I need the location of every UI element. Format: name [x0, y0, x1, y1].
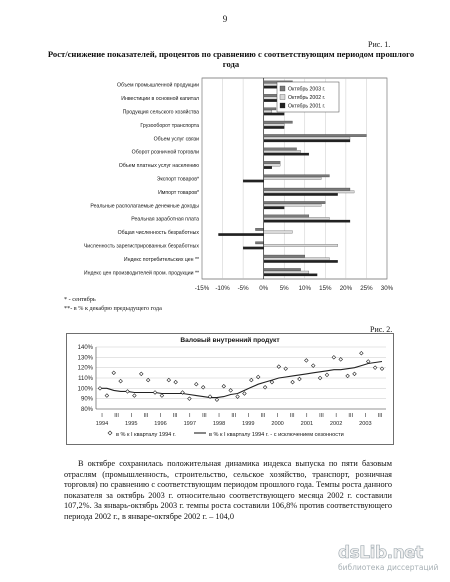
body-paragraph: В октябре сохранилась положительная динамика индекса выпуска по пяти базовым отраслям (промышленность, строительство, сельское хозяйство, транспорт, розничная торговля) по сравнению с соответствующим периодом прошлого года. Темпы роста данного показателя за октябрь 2003 г. относительно соответствующего месяца 2002 г. составили 107,2%. За январь-октябрь 2003 г. темпы роста составили 106,8% против соответствующего периода 2002 г., в январе-октябре 2002 г. – 104,0 [64, 459, 392, 521]
figure1-label: Рис. 1. [368, 40, 391, 49]
category-label: Численность зарегистрированных безработных [83, 243, 199, 250]
year-label: 1994 [95, 421, 109, 427]
figure1-note-1: * - сентябрь [64, 296, 96, 303]
quarter-label: III [202, 413, 207, 419]
quarter-label: III [231, 413, 237, 419]
legend-label: Октябрь 2001 г. [288, 103, 326, 110]
quarter-label: I [101, 413, 103, 419]
bar-1 [264, 134, 367, 136]
bar-2 [264, 177, 322, 179]
category-label: Общая численность безработных [117, 230, 199, 237]
quarter-label: I [189, 413, 191, 419]
legend-label: в % к I кварталу 1994 г. - с исключением сезонности [209, 432, 344, 438]
year-label: 2000 [271, 421, 284, 427]
watermark-subtitle: библиотека диссертаций [338, 563, 439, 572]
bar-3 [264, 220, 350, 222]
bar-3 [218, 233, 263, 235]
bar-1 [264, 188, 350, 190]
bar-1 [264, 215, 309, 217]
figure1-title: Рост/снижение показателей, процентов по сравнению с соответствующим периодом прошлого года [47, 49, 415, 69]
bar-2 [264, 150, 301, 152]
bar-3 [243, 247, 264, 249]
bar-1 [264, 268, 301, 270]
quarter-label: I [306, 413, 308, 419]
year-label: 1998 [212, 421, 226, 427]
chart-title: Валовый внутренний продукт [180, 337, 280, 344]
bar-2 [264, 124, 285, 126]
legend-swatch [280, 103, 285, 108]
year-label: 2002 [329, 421, 343, 427]
quarter-label: III [348, 413, 354, 419]
bar-1 [264, 201, 326, 203]
bar-2 [264, 231, 293, 233]
legend-label: Октябрь 2002 г. [288, 95, 326, 102]
category-label: Реальная заработная плата [131, 216, 199, 223]
category-label: Грузооборот транспорта [140, 122, 199, 129]
bar-3 [264, 140, 350, 142]
bar-3 [264, 207, 285, 209]
figure2-label: Рис. 2. [370, 325, 393, 334]
bar-3 [264, 193, 338, 195]
page-number: 9 [222, 14, 228, 24]
y-tick-label: 120% [77, 365, 93, 372]
bar-chart [62, 74, 402, 300]
bar-2 [264, 271, 309, 273]
bar-1 [264, 108, 276, 110]
bar-2 [264, 204, 322, 206]
bar-2 [264, 258, 330, 260]
x-tick-label: -5% [237, 285, 249, 292]
bar-1 [264, 148, 297, 150]
quarter-label: III [319, 413, 324, 419]
year-label: 1996 [154, 421, 167, 427]
x-tick-label: 0% [259, 285, 269, 292]
bar-1 [264, 255, 305, 257]
quarter-label: III [114, 413, 119, 419]
year-label: 2001 [300, 421, 314, 427]
figure1-note-2: **- в % к декабрю предыдущего года [64, 305, 162, 312]
bar-2 [264, 164, 280, 166]
x-tick-label: 10% [298, 285, 311, 292]
watermark [338, 544, 448, 572]
bar-3 [264, 113, 285, 115]
y-tick-label: 80% [80, 407, 93, 413]
bar-3 [264, 260, 338, 262]
bar-1 [264, 121, 293, 123]
bar-3 [264, 126, 285, 128]
x-tick-label: 20% [339, 285, 353, 292]
y-tick-label: 140% [77, 345, 93, 351]
legend-swatch [280, 95, 285, 100]
quarter-label: I [218, 413, 220, 419]
quarter-label: I [159, 413, 162, 419]
bar-2 [264, 217, 330, 219]
x-tick-label: 15% [319, 285, 332, 292]
category-label: Реальные располагаемые денежные доходы [90, 203, 199, 210]
category-label: Индекс цен производителей пром. продукции ** [83, 270, 199, 277]
y-tick-label: 110% [78, 376, 93, 382]
quarter-label: I [335, 413, 337, 419]
bar-2 [264, 110, 272, 112]
category-label: Объем услуг связи [153, 136, 199, 143]
quarter-label: III [143, 413, 149, 419]
bar-1 [264, 175, 330, 177]
year-label: 2003 [359, 421, 372, 427]
quarter-label: I [364, 413, 367, 419]
bar-2 [264, 137, 350, 139]
quarter-label: III [172, 413, 178, 419]
y-tick-label: 100% [77, 386, 93, 393]
bar-3 [264, 274, 317, 276]
bar-2 [264, 244, 338, 246]
category-label: Продукция сельского хозяйства [122, 109, 199, 116]
quarter-label: III [377, 413, 383, 419]
x-tick-label: -10% [215, 285, 230, 292]
quarter-label: I [247, 413, 250, 419]
year-label: 1995 [125, 421, 138, 427]
x-tick-label: 30% [380, 285, 394, 292]
category-label: Объем промышленной продукции [117, 82, 199, 89]
y-tick-label: 130% [77, 355, 93, 362]
y-tick-label: 90% [80, 396, 93, 403]
year-label: 1997 [183, 421, 197, 427]
category-label: Экспорт товаров* [156, 176, 199, 183]
x-tick-label: 25% [360, 285, 373, 292]
category-label: Индекс потребительских цен ** [123, 256, 199, 263]
x-tick-label: -15% [194, 285, 210, 292]
category-label: Оборот розничной торговли [131, 149, 199, 156]
bar-3 [264, 153, 309, 155]
legend-swatch [280, 86, 285, 91]
gdp-line-chart [66, 333, 394, 445]
category-label: Объем платных услуг населению [118, 163, 199, 170]
quarter-label: I [276, 413, 279, 419]
watermark-logo: dsLib.net [338, 543, 423, 563]
bar-3 [264, 166, 272, 168]
legend-label: в % к I кварталу 1994 г. [116, 432, 176, 438]
bar-2 [264, 191, 354, 193]
quarter-label: I [130, 413, 133, 419]
bar-1 [264, 161, 280, 163]
quarter-label: III [289, 413, 295, 419]
category-label: Инвестиции в основной капитал [121, 96, 199, 103]
category-label: Импорт товаров* [158, 189, 199, 196]
year-label: 1999 [242, 421, 255, 427]
bar-1 [255, 242, 263, 244]
bar-3 [243, 180, 264, 182]
x-tick-label: 5% [279, 285, 289, 292]
legend-label: Октябрь 2003 г. [288, 86, 326, 93]
bar-1 [255, 228, 263, 230]
quarter-label: III [260, 413, 266, 419]
